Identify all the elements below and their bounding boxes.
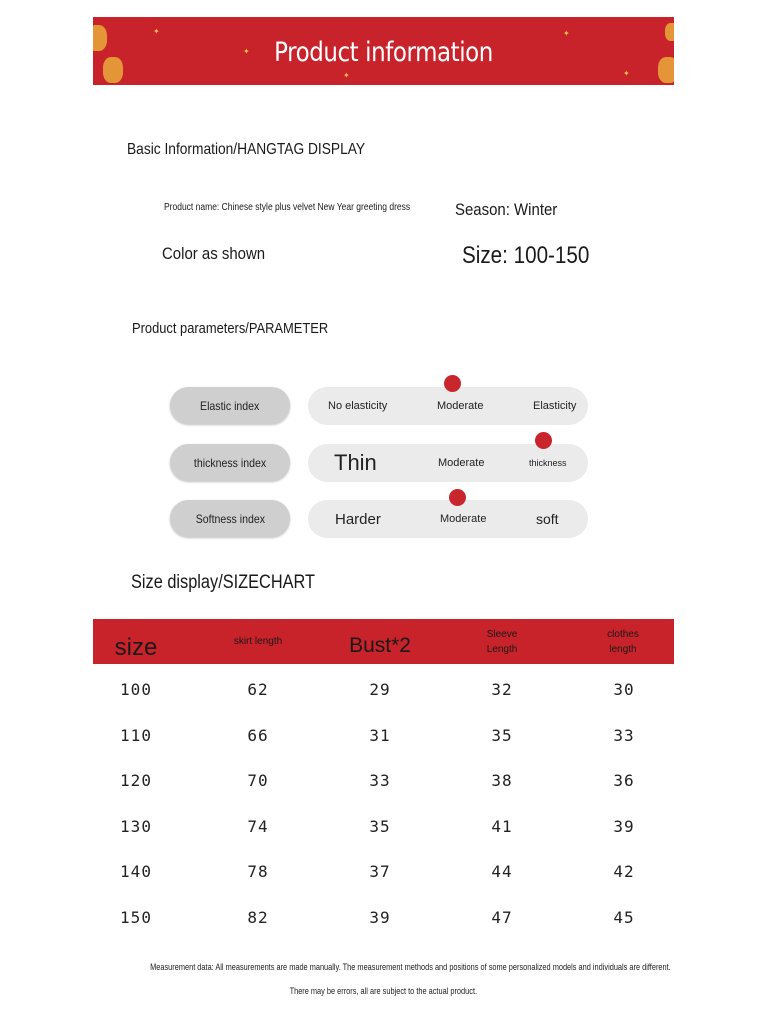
column-header-sleeve-length: Sleeve Length: [486, 628, 518, 655]
product-name: Product name: Chinese style plus velvet New Year greeting dress: [164, 202, 411, 213]
season-text: Season: Winter: [455, 200, 558, 219]
table-cell: 33: [369, 771, 391, 790]
table-cell: 45: [613, 908, 635, 927]
lantern-decoration-icon: [103, 57, 123, 83]
sizechart-heading: Size display/SIZECHART: [131, 572, 316, 593]
elastic-index-label: Elastic index: [170, 387, 290, 424]
sparkle-icon: ✦: [563, 29, 570, 38]
disclaimer-note: [93, 986, 674, 996]
table-cell: 100: [120, 680, 152, 699]
scale-option: soft: [536, 511, 559, 527]
scale-option: Moderate: [440, 513, 487, 525]
sizechart-header-row: [93, 619, 674, 664]
selected-level-marker: [449, 489, 466, 506]
table-cell: 38: [491, 771, 513, 790]
table-cell: 33: [613, 726, 635, 745]
elastic-index-scale: [308, 387, 588, 425]
table-cell: 74: [247, 817, 269, 836]
column-header-clothes-length: clothes length: [607, 628, 639, 655]
sparkle-icon: ✦: [343, 71, 350, 80]
table-cell: 110: [120, 726, 152, 745]
table-row: [93, 817, 674, 847]
color-text: Color as shown: [162, 244, 266, 263]
selected-level-marker: [444, 375, 461, 392]
sparkle-icon: ✦: [243, 47, 250, 56]
table-row: [93, 680, 674, 710]
scale-option: Elasticity: [533, 400, 577, 412]
table-cell: 47: [491, 908, 513, 927]
table-cell: 130: [120, 817, 152, 836]
scale-option: Thin: [334, 450, 377, 475]
table-cell: 30: [613, 680, 635, 699]
table-cell: 42: [613, 862, 635, 881]
scale-option: Harder: [335, 510, 381, 528]
table-row: [93, 908, 674, 938]
table-cell: 82: [247, 908, 269, 927]
table-row: [93, 862, 674, 892]
softness-index-label: Softness index: [170, 500, 290, 537]
sparkle-icon: ✦: [623, 69, 630, 78]
lantern-decoration-icon: [658, 57, 674, 83]
table-cell: 70: [247, 771, 269, 790]
table-cell: 120: [120, 771, 152, 790]
scale-option: Moderate: [437, 400, 484, 412]
size-range-text: Size: 100-150: [462, 242, 590, 269]
table-cell: 62: [247, 680, 269, 699]
table-cell: 39: [613, 817, 635, 836]
column-header-size: size: [114, 633, 158, 661]
table-cell: 39: [369, 908, 391, 927]
measurement-note: [93, 962, 674, 972]
table-cell: 32: [491, 680, 513, 699]
banner-title: Product information: [274, 37, 493, 68]
lantern-decoration-icon: [665, 23, 674, 41]
basic-info-heading: Basic Information/HANGTAG DISPLAY: [127, 141, 366, 158]
column-header-bust: Bust*2: [349, 633, 411, 657]
column-header-skirt-length: skirt length: [233, 636, 283, 647]
table-cell: 36: [613, 771, 635, 790]
table-cell: 150: [120, 908, 152, 927]
table-cell: 35: [491, 726, 513, 745]
thickness-index-scale: [308, 444, 588, 482]
table-cell: 37: [369, 862, 391, 881]
scale-option: Moderate: [438, 457, 485, 469]
table-cell: 29: [369, 680, 391, 699]
product-info-banner: [93, 17, 674, 85]
table-cell: 41: [491, 817, 513, 836]
table-cell: 66: [247, 726, 269, 745]
table-row: [93, 726, 674, 756]
sparkle-icon: ✦: [153, 27, 160, 36]
softness-index-scale: [308, 500, 588, 538]
selected-level-marker: [535, 432, 552, 449]
lantern-decoration-icon: [93, 25, 107, 51]
table-cell: 140: [120, 862, 152, 881]
parameters-heading: Product parameters/PARAMETER: [132, 320, 329, 337]
thickness-index-label: thickness index: [170, 444, 290, 481]
scale-option: thickness: [529, 458, 567, 468]
table-row: [93, 771, 674, 801]
disclaimer-note-text: There may be errors, all are subject to the actual product.: [289, 986, 478, 996]
table-cell: 35: [369, 817, 391, 836]
table-cell: 78: [247, 862, 269, 881]
scale-option: No elasticity: [328, 400, 388, 412]
table-cell: 44: [491, 862, 513, 881]
measurement-note-text: Measurement data: All measurements are made manually. The measurement methods and positions of some personalized models and individuals are different.: [150, 962, 671, 972]
table-cell: 31: [369, 726, 391, 745]
